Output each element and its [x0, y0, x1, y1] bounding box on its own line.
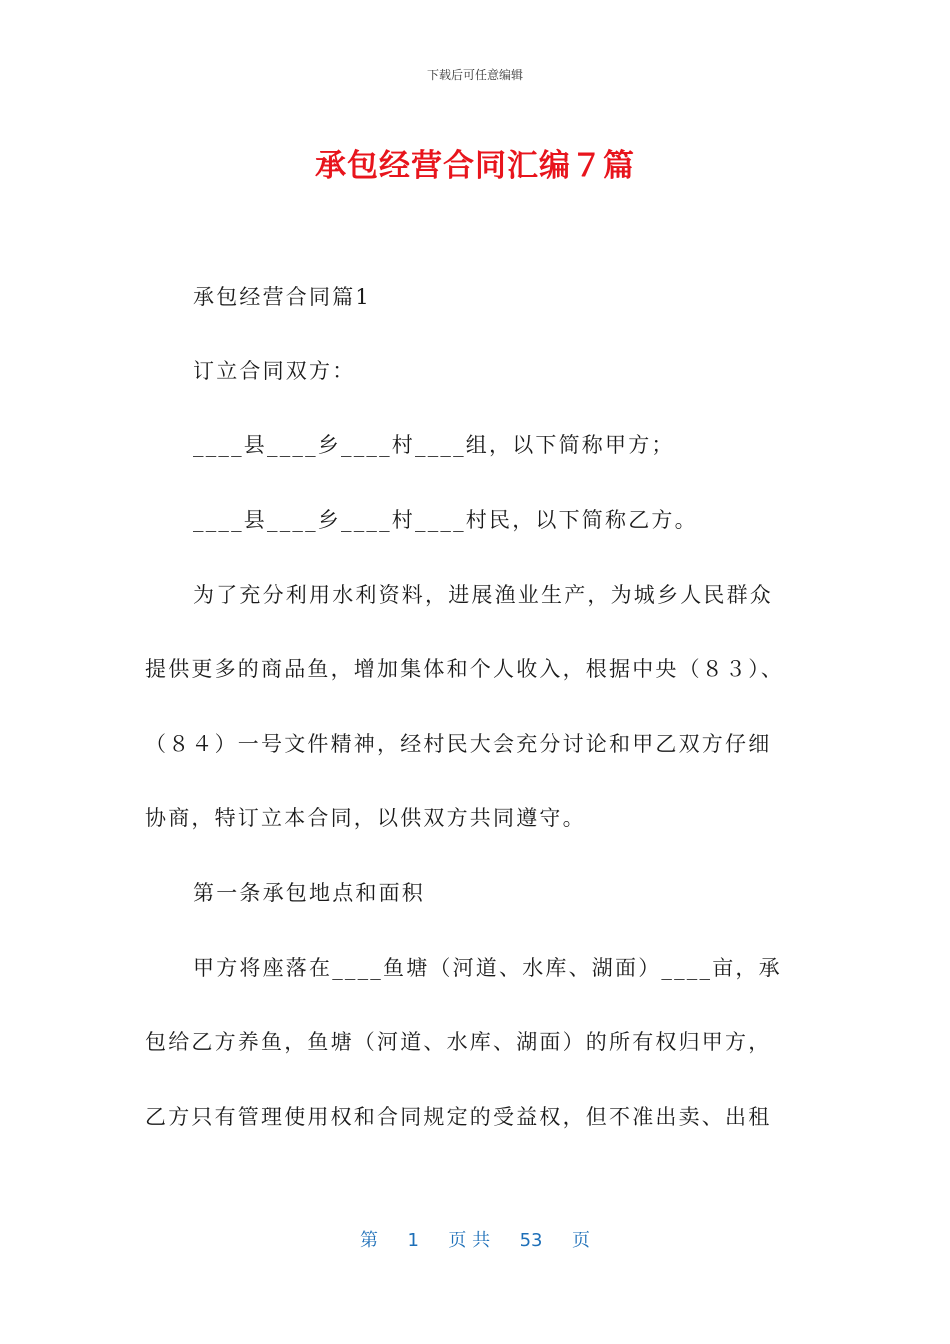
paragraph-line: 协商，特订立本合同，以供双方共同遵守。	[145, 806, 586, 830]
paragraph-line: ____县____乡____村____组，以下简称甲方；	[193, 433, 675, 457]
footer-middle: 页 共	[448, 1230, 491, 1251]
page-footer	[0, 1226, 950, 1252]
footer-page-number: 1	[407, 1230, 419, 1251]
document-title: 承包经营合同汇编７篇	[315, 148, 635, 184]
footer-total-pages: 53	[519, 1230, 543, 1251]
paragraph-line: 甲方将座落在____鱼塘（河道、水库、湖面）____亩，承	[193, 956, 782, 980]
paragraph-line: ____县____乡____村____村民，以下简称乙方。	[193, 508, 698, 532]
footer-suffix: 页	[571, 1230, 590, 1251]
paragraph-line: 包给乙方养鱼，鱼塘（河道、水库、湖面）的所有权归甲方，	[145, 1030, 772, 1054]
paragraph-line: 为了充分利用水利资料，进展渔业生产，为城乡人民群众	[193, 583, 773, 607]
header-note: 下载后可任意编辑	[426, 68, 523, 82]
footer-prefix: 第	[360, 1230, 379, 1251]
article-heading: 第一条承包地点和面积	[193, 881, 425, 905]
paragraph-line: （８４）一号文件精神，经村民大会充分讨论和甲乙双方仔细	[145, 732, 772, 756]
paragraph-line: 乙方只有管理使用权和合同规定的受益权，但不准出卖、出租	[145, 1105, 772, 1129]
paragraph-line: 提供更多的商品鱼，增加集体和个人收入，根据中央（８３）、	[145, 657, 785, 681]
paragraph-line: 订立合同双方：	[193, 359, 356, 383]
section-heading: 承包经营合同篇1	[193, 285, 371, 309]
